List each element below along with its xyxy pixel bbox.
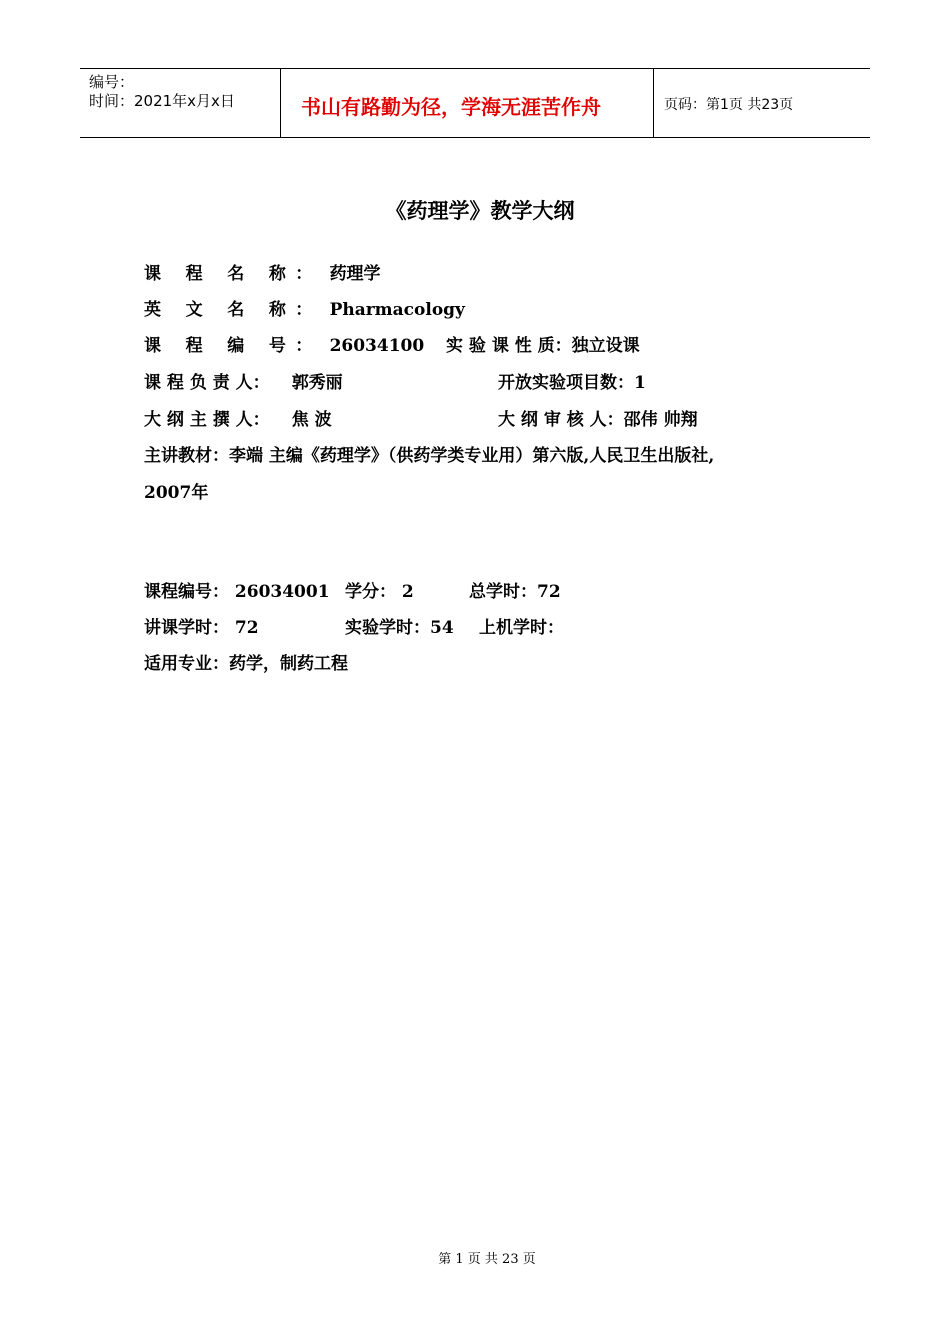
course-name-label: 课 程 名 称： <box>144 264 322 284</box>
outline-author-row <box>144 405 698 430</box>
english-name-value: Pharmacology <box>329 300 465 320</box>
course-lead-label: 课 程 负 责 人： <box>144 373 270 393</box>
course-lead-value: 郭秀丽 <box>291 373 343 393</box>
course-code-row <box>144 331 640 356</box>
info-computer-hours: 上机学时： <box>479 618 564 638</box>
course-name-value: 药理学 <box>329 264 381 284</box>
outline-author-value: 焦 波 <box>291 410 332 430</box>
english-name-label: 英 文 名 称： <box>144 300 322 320</box>
open-experiments: 开放实验项目数：1 <box>498 373 646 393</box>
header-page-cell <box>654 69 870 137</box>
page-header <box>80 68 870 138</box>
applicable-majors: 适用专业：药学，制药工程 <box>144 654 348 674</box>
course-name-row <box>144 259 381 284</box>
header-meta-cell <box>80 69 281 137</box>
outline-reviewer: 大 纲 审 核 人：邵伟 帅翔 <box>498 410 698 430</box>
info-course-code: 课程编号： 26034001 <box>144 582 330 602</box>
info-experiment-hours: 实验学时：54 <box>345 618 454 638</box>
experiment-nature: 实 验 课 性 质：独立设课 <box>446 336 640 356</box>
course-hours-row <box>144 577 561 602</box>
header-page-info: 页码：第1页 共23页 <box>664 97 794 113</box>
header-time: 时间：2021年x月x日 <box>89 92 235 110</box>
textbook-line-1: 主讲教材：李端 主编《药理学》（供药学类专业用）第六版,人民卫生出版社, <box>144 446 715 466</box>
info-total-hours: 总学时：72 <box>469 582 561 602</box>
course-code-value: 26034100 <box>329 336 425 356</box>
english-name-row <box>144 295 465 320</box>
course-lead-row <box>144 368 646 393</box>
header-motto-cell <box>281 69 654 137</box>
document-title: 《药理学》教学大纲 <box>385 198 575 223</box>
info-lecture-hours: 讲课学时： 72 <box>144 618 259 638</box>
header-motto: 书山有路勤为径，学海无涯苦作舟 <box>301 95 601 119</box>
page-footer: 第 1 页 共 23 页 <box>438 1252 536 1267</box>
info-credit: 学分： 2 <box>345 582 414 602</box>
outline-author-label: 大 纲 主 撰 人： <box>144 410 270 430</box>
header-number: 编号： <box>89 73 135 91</box>
course-code-label: 课 程 编 号： <box>144 336 322 356</box>
hours-breakdown-row <box>144 613 564 638</box>
textbook-line-2: 2007年 <box>144 483 209 503</box>
